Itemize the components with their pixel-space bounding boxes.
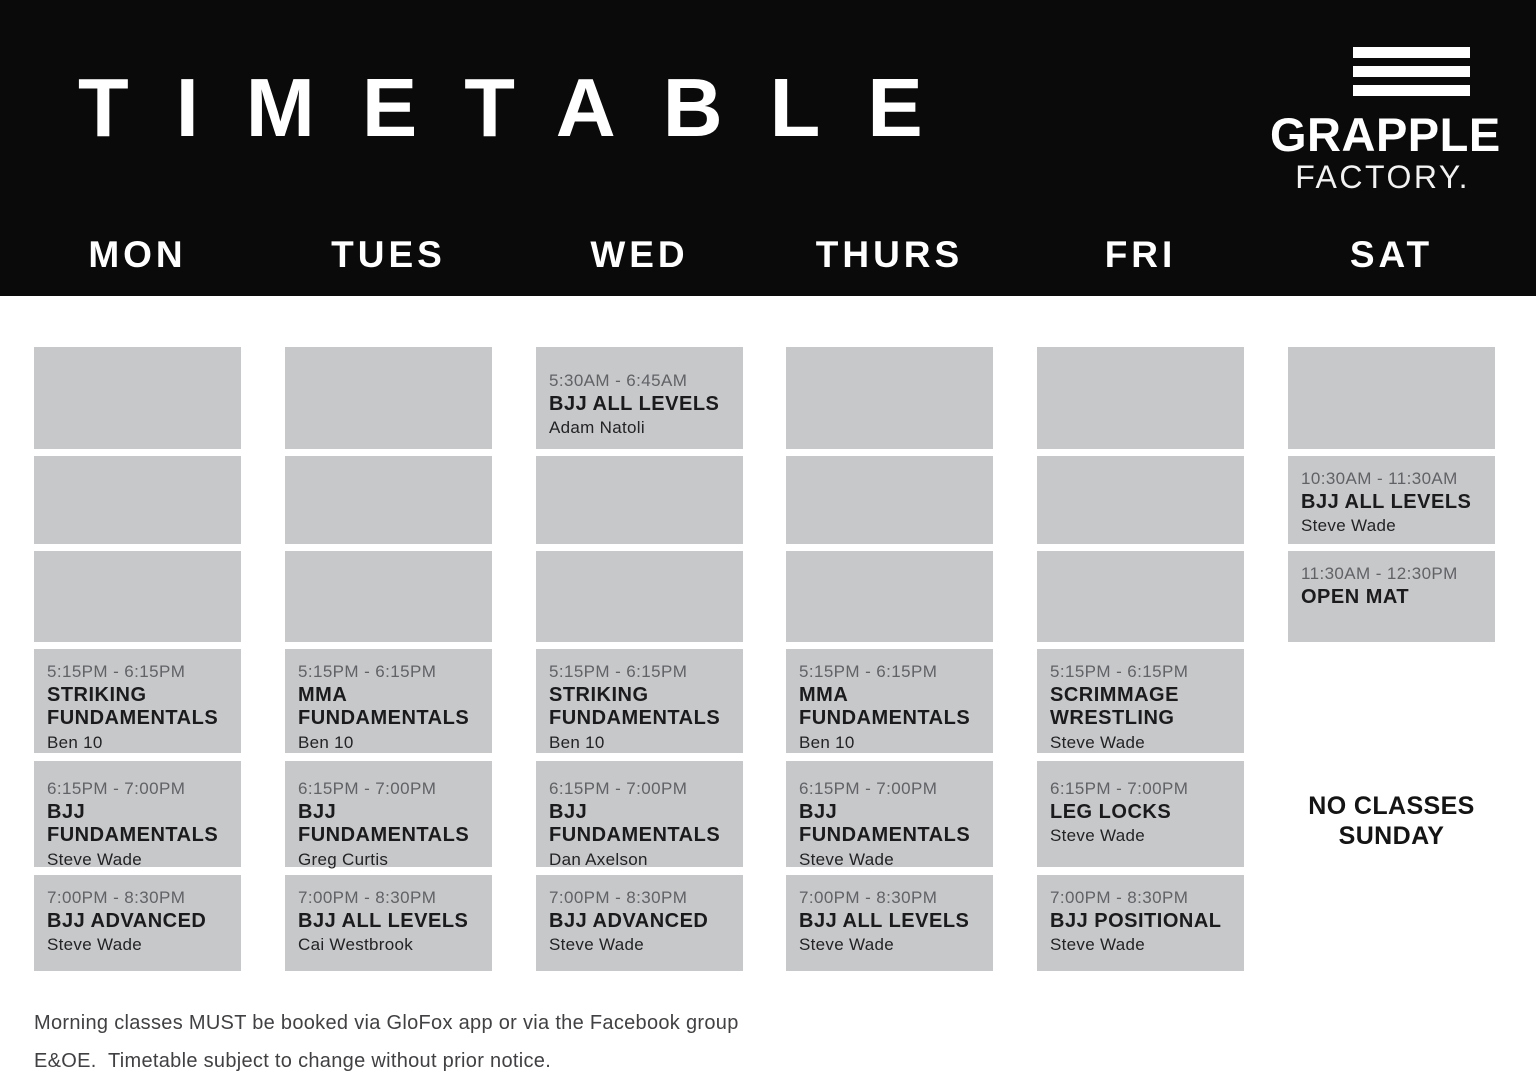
empty-slot-fri-3	[1037, 551, 1244, 642]
class-card-sat-open-mat	[1288, 551, 1495, 642]
empty-slot-wed-3	[536, 551, 743, 642]
class-instructor: Dan Axelson	[549, 849, 648, 869]
class-time: 7:00PM - 8:30PM	[549, 888, 688, 907]
class-instructor: Cai Westbrook	[298, 935, 414, 955]
class-card-fri-scrimmage-wrestling	[1037, 649, 1244, 753]
empty-slot-thurs-3	[786, 551, 993, 642]
logo-text-factory: FACTORY.	[1295, 159, 1470, 195]
day-header-sat: SAT	[1349, 234, 1434, 275]
class-time: 5:30AM - 6:45AM	[549, 371, 688, 390]
empty-slot-fri-2	[1037, 456, 1244, 544]
class-title: STRIKING FUNDAMENTALS	[47, 684, 219, 730]
class-instructor: Ben 10	[549, 732, 605, 752]
class-title: BJJ FUNDAMENTALS	[298, 801, 470, 847]
class-title: SCRIMMAGE WRESTLING	[1050, 684, 1179, 730]
class-instructor: Steve Wade	[1050, 935, 1145, 955]
empty-slot-thurs-2	[786, 456, 993, 544]
class-time: 10:30AM - 11:30AM	[1301, 469, 1458, 488]
class-card-fri-bjj-positional	[1037, 875, 1244, 971]
class-time: 5:15PM - 6:15PM	[1050, 662, 1189, 681]
class-instructor: Steve Wade	[47, 935, 142, 955]
class-time: 6:15PM - 7:00PM	[47, 779, 186, 798]
empty-slot-mon-1	[34, 347, 241, 449]
class-instructor: Steve Wade	[1050, 826, 1145, 846]
class-title: BJJ ADVANCED	[47, 910, 207, 932]
class-time: 11:30AM - 12:30PM	[1301, 564, 1458, 583]
class-title: BJJ FUNDAMENTALS	[549, 801, 721, 847]
class-card-mon-bjj-advanced	[34, 875, 241, 971]
class-time: 5:15PM - 6:15PM	[549, 662, 688, 681]
class-title: BJJ ALL LEVELS	[549, 393, 720, 415]
class-instructor: Greg Curtis	[298, 849, 389, 869]
class-title: BJJ POSITIONAL	[1050, 910, 1222, 932]
empty-slot-wed-2	[536, 456, 743, 544]
class-card-wed-bjj-advanced	[536, 875, 743, 971]
class-card-wed-bjj-all-levels-am	[536, 347, 743, 449]
class-card-thurs-mma-fundamentals	[786, 649, 993, 753]
class-card-thurs-bjj-all-levels	[786, 875, 993, 971]
class-time: 6:15PM - 7:00PM	[799, 779, 938, 798]
class-title: BJJ FUNDAMENTALS	[799, 801, 971, 847]
class-title: OPEN MAT	[1301, 586, 1410, 608]
class-card-wed-bjj-fundamentals	[536, 761, 743, 867]
class-time: 7:00PM - 8:30PM	[47, 888, 186, 907]
logo-text-grapple: GRAPPLE	[1270, 108, 1501, 161]
class-card-wed-striking-fundamentals	[536, 649, 743, 753]
class-instructor: Steve Wade	[1301, 516, 1396, 536]
class-time: 7:00PM - 8:30PM	[799, 888, 938, 907]
class-card-fri-leg-locks	[1037, 761, 1244, 867]
class-instructor: Steve Wade	[799, 849, 894, 869]
empty-slot-mon-3	[34, 551, 241, 642]
class-title: STRIKING FUNDAMENTALS	[549, 684, 721, 730]
class-title: BJJ ALL LEVELS	[298, 910, 469, 932]
three-bars-logo-icon	[1353, 47, 1470, 106]
day-header-wed: WED	[590, 234, 689, 275]
class-instructor: Steve Wade	[549, 935, 644, 955]
header	[0, 0, 1536, 296]
class-card-mon-bjj-fundamentals	[34, 761, 241, 867]
class-card-tues-mma-fundamentals	[285, 649, 492, 753]
empty-slot-tues-2	[285, 456, 492, 544]
class-time: 6:15PM - 7:00PM	[1050, 779, 1189, 798]
class-card-tues-bjj-fundamentals	[285, 761, 492, 867]
class-card-thurs-bjj-fundamentals	[786, 761, 993, 867]
day-header-tues: TUES	[331, 234, 446, 275]
class-title: BJJ FUNDAMENTALS	[47, 801, 219, 847]
footer-eoe-note: E&OE. Timetable subject to change without prior notice.	[34, 1050, 552, 1072]
class-time: 6:15PM - 7:00PM	[549, 779, 688, 798]
class-title: BJJ ALL LEVELS	[799, 910, 970, 932]
class-title: BJJ ALL LEVELS	[1301, 491, 1472, 513]
no-classes-sunday-note: NO CLASSES SUNDAY	[1308, 792, 1475, 850]
class-title: LEG LOCKS	[1050, 801, 1172, 823]
empty-slot-tues-1	[285, 347, 492, 449]
class-time: 5:15PM - 6:15PM	[799, 662, 938, 681]
class-instructor: Ben 10	[298, 732, 354, 752]
class-card-mon-striking-fundamentals	[34, 649, 241, 753]
empty-slot-sat-1	[1288, 347, 1495, 449]
page-title: TIMETABLE	[78, 61, 970, 154]
grapple-factory-logo	[1270, 47, 1501, 195]
class-title: MMA FUNDAMENTALS	[298, 684, 470, 730]
class-card-sat-bjj-all-levels	[1288, 456, 1495, 544]
class-time: 5:15PM - 6:15PM	[47, 662, 186, 681]
class-time: 7:00PM - 8:30PM	[1050, 888, 1189, 907]
class-time: 7:00PM - 8:30PM	[298, 888, 437, 907]
class-title: BJJ ADVANCED	[549, 910, 709, 932]
empty-slot-tues-3	[285, 551, 492, 642]
class-instructor: Ben 10	[799, 732, 855, 752]
empty-slot-mon-2	[34, 456, 241, 544]
class-time: 5:15PM - 6:15PM	[298, 662, 437, 681]
class-instructor: Ben 10	[47, 732, 103, 752]
footer-booking-note: Morning classes MUST be booked via GloFox app or via the Facebook group	[34, 1012, 739, 1034]
day-header-thurs: THURS	[815, 234, 964, 275]
class-card-tues-bjj-all-levels	[285, 875, 492, 971]
day-header-mon: MON	[88, 234, 187, 275]
empty-slot-fri-1	[1037, 347, 1244, 449]
day-header-fri: FRI	[1104, 234, 1177, 275]
empty-slot-thurs-1	[786, 347, 993, 449]
class-instructor: Steve Wade	[47, 849, 142, 869]
class-instructor: Steve Wade	[799, 935, 894, 955]
class-instructor: Adam Natoli	[549, 418, 645, 438]
class-title: MMA FUNDAMENTALS	[799, 684, 971, 730]
class-instructor: Steve Wade	[1050, 732, 1145, 752]
class-time: 6:15PM - 7:00PM	[298, 779, 437, 798]
